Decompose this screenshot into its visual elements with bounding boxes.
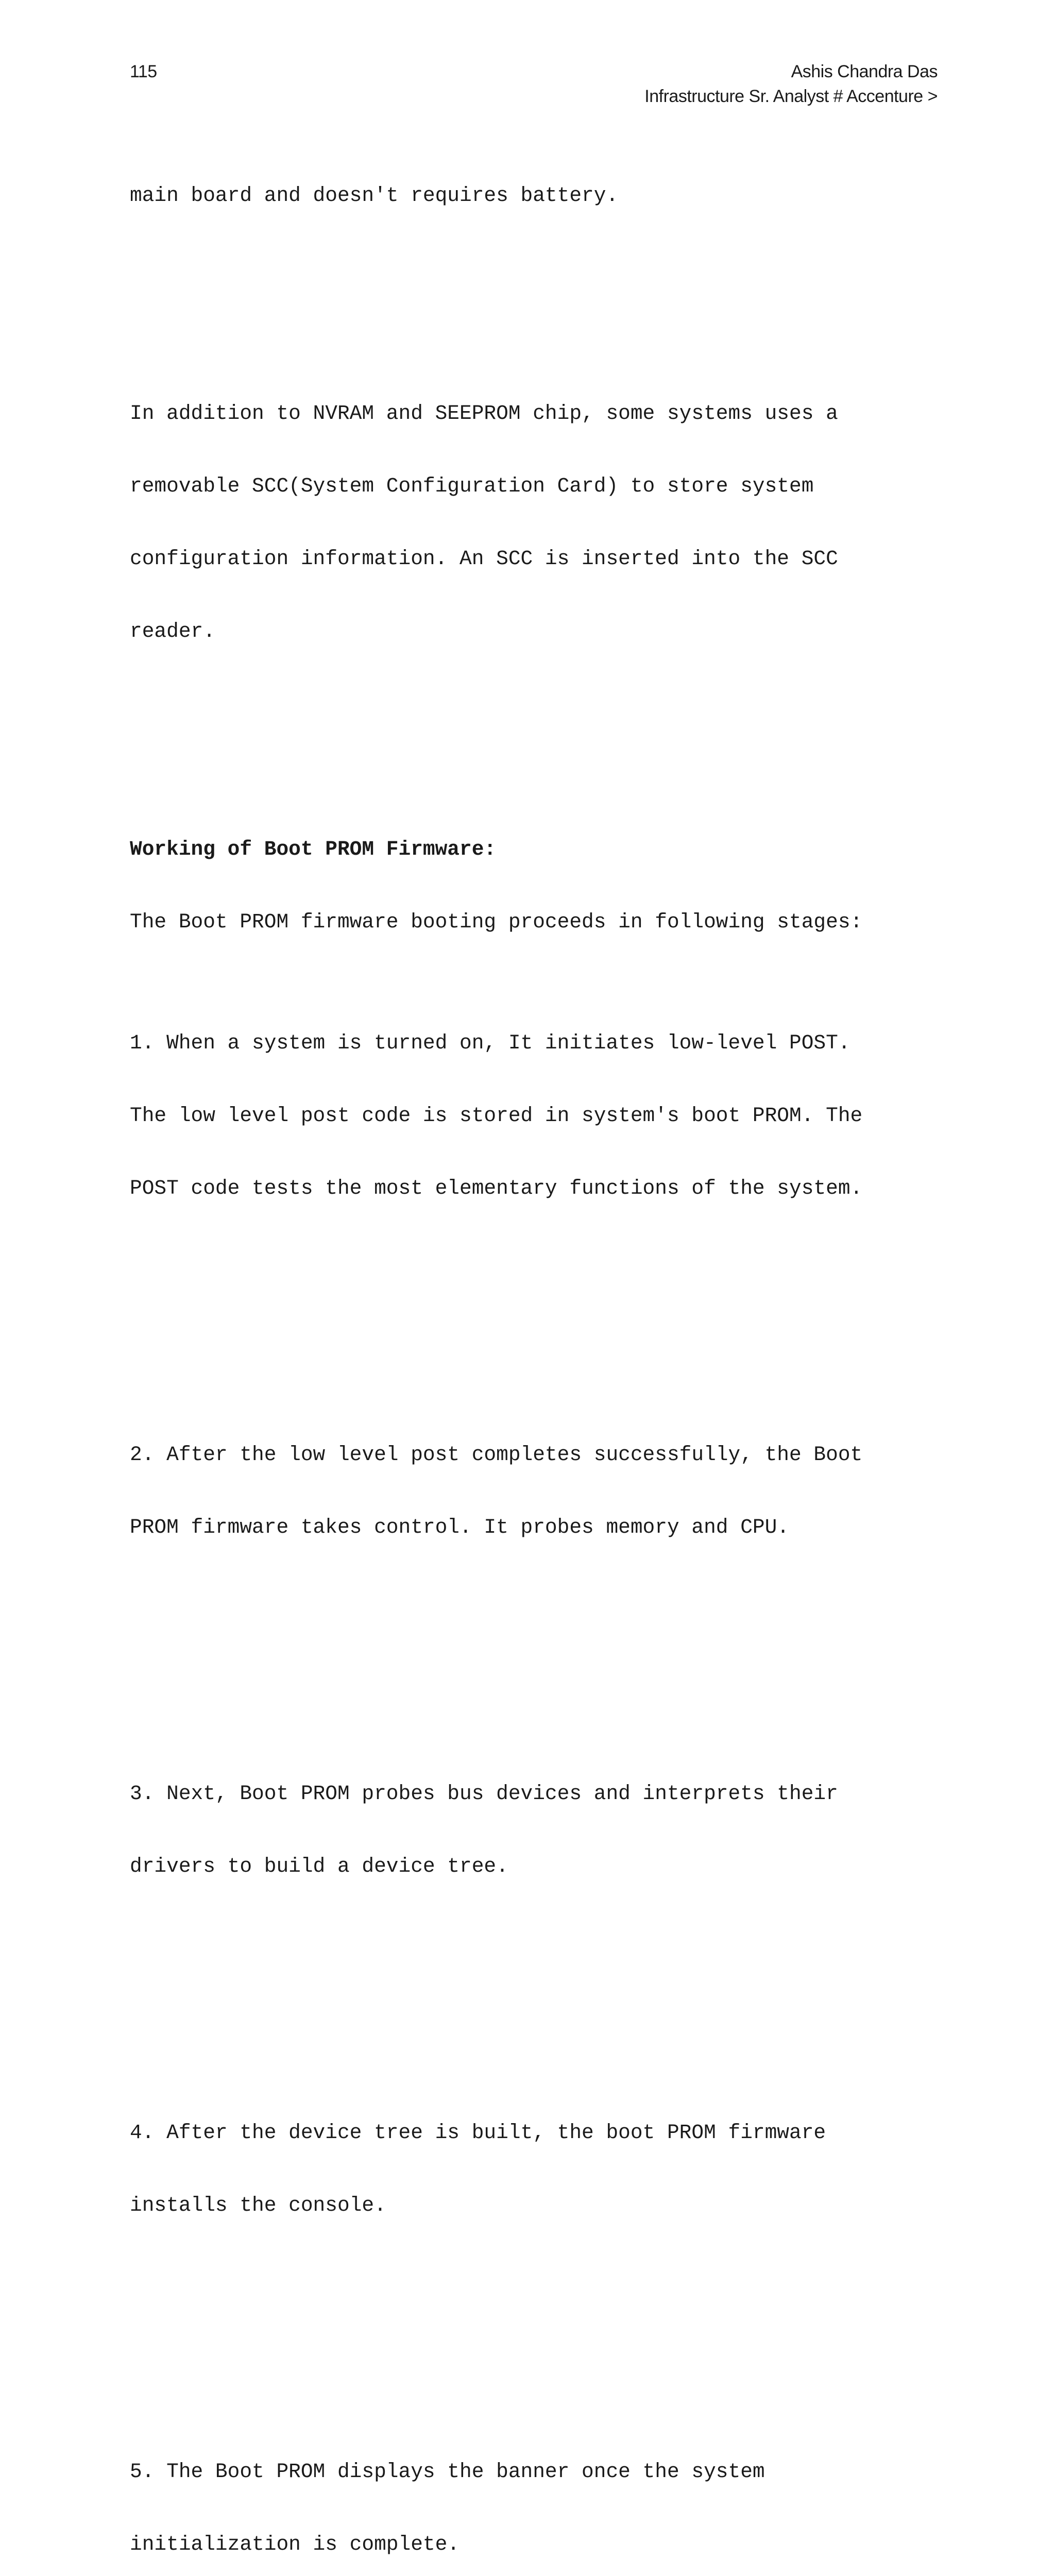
paragraph-line: removable SCC(System Configuration Card) to store system	[130, 474, 814, 498]
page-number: 115	[130, 62, 157, 81]
paragraph-line: configuration information. An SCC is inserted into the SCC	[130, 547, 838, 570]
spacer	[130, 1975, 954, 1999]
paragraph-line: 5. The Boot PROM displays the banner once the system	[130, 2460, 765, 2483]
boot-step-1	[130, 982, 954, 1249]
spacer	[130, 1297, 954, 1321]
paragraph-line: drivers to build a device tree.	[130, 1855, 508, 1878]
boot-step-4	[130, 2072, 954, 2266]
paragraph-line: reader.	[130, 620, 215, 643]
paragraph-line: PROM firmware takes control. It probes memory and CPU.	[130, 1516, 790, 1539]
paragraph-line: POST code tests the most elementary functions of the system.	[130, 1177, 863, 1200]
paragraph-line: The low level post code is stored in system's boot PROM. The	[130, 1104, 863, 1127]
page-body	[130, 135, 954, 2576]
section-heading-boot-prom: Working of Boot PROM Firmware:	[130, 838, 497, 861]
paragraph-line: initialization is complete.	[130, 2533, 460, 2556]
paragraph-line: installs the console.	[130, 2194, 386, 2217]
author-role: Infrastructure Sr. Analyst # Accenture >	[644, 87, 938, 106]
boot-step-2	[130, 1394, 954, 1588]
spacer	[130, 740, 954, 765]
paragraph-line: 3. Next, Boot PROM probes bus devices and interprets their	[130, 1782, 838, 1805]
author-name: Ashis Chandra Das	[791, 62, 938, 81]
boot-step-3	[130, 1733, 954, 1927]
paragraph-line: 2. After the low level post completes successfully, the Boot	[130, 1443, 863, 1466]
spacer	[130, 2314, 954, 2338]
intro-line: main board and doesn't requires battery.	[130, 184, 619, 207]
page-header	[0, 0, 1055, 118]
paragraph-line: 4. After the device tree is built, the boot PROM firmware	[130, 2121, 826, 2144]
spacer	[130, 1636, 954, 1660]
spacer	[130, 256, 954, 280]
paragraph-line: In addition to NVRAM and SEEPROM chip, some systems uses a	[130, 402, 838, 425]
boot-step-5	[130, 2411, 954, 2576]
scc-paragraph	[130, 353, 954, 692]
boot-prom-intro: The Boot PROM firmware booting proceeds in following stages:	[130, 910, 863, 934]
paragraph-line: 1. When a system is turned on, It initiates low-level POST.	[130, 1031, 850, 1055]
